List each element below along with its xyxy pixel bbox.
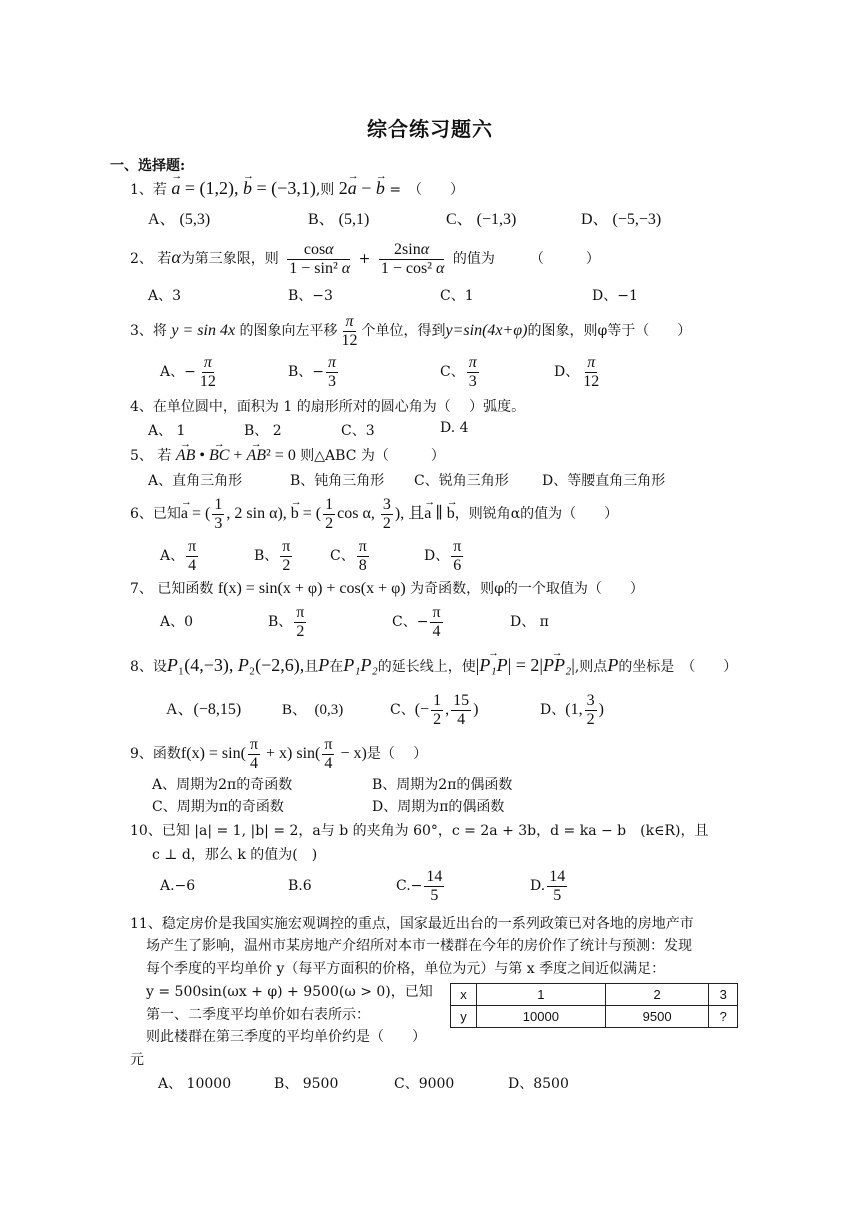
table-cell: 10000 [476,1006,605,1028]
q3-option-a-label: A、− [160,364,196,380]
q6-option-d[interactable]: D、 $\frac{\pi}{6}$ [424,537,462,574]
q6-tail: ，则锐角α的值为（ ） [454,506,619,522]
q7-function: f(x) = sin(x + φ) + cos(x + φ) [217,580,406,597]
q3-mid2: 个单位，得到 [361,323,446,339]
q3-option-d-label: D、 [554,364,580,380]
question-10-options [160,866,720,908]
q5-option-a[interactable]: A、直角三角形 [148,473,243,489]
question-6-stem [130,494,618,534]
q9-tail: 是（ ） [366,746,428,763]
table-cell: 3 [709,984,738,1006]
q3-option-c-label: C、 [440,364,465,380]
q2-option-b[interactable]: B、−3 [288,288,333,304]
q2-option-c[interactable]: C、1 [440,288,474,304]
q4-option-b[interactable]: B、 2 [244,423,282,439]
q2-option-d[interactable]: D、−1 [592,288,638,304]
q7-tail: 为奇函数，则φ的一个取值为（ ） [410,581,644,597]
q10-option-d[interactable]: D. $\frac{14}{5}$ [530,867,566,904]
q8-option-c-label: C、 [390,702,415,718]
q8-segment: P₁P₂ [343,655,378,675]
table-cell: 2 [605,984,709,1006]
q5-prefix: 5、 若 [130,448,172,464]
question-11-line4: y = 500sin(ωx + φ) + 9500(ω > 0)，已知 [146,984,433,1000]
question-1-options [148,206,708,230]
q2-fraction-1: $\frac{\cos\alpha}{\text{1 − sin² α}}$ [289,240,351,277]
q1-mid: ,则 [315,182,335,198]
question-2-options [148,285,708,305]
q5-tail: 则△ABC 为（ ） [300,448,445,464]
q11-price-table [450,983,738,1028]
q2-alpha: α [171,247,181,267]
question-9-stem [130,736,427,773]
question-9-options-row1 [152,774,712,794]
question-11-line6: 则此楼群在第三季度的平均单价约是（ ） [146,1029,426,1045]
question-2-stem: 2、 若α为第三象限，则 $\frac{\cos\alpha}{\text{1 − sin² α}}$ + $\frac{2\sin\alpha}{\text{1 − cos² α}}$ 的值为 （ ） [130,240,600,277]
q11-option-b[interactable]: B、 9500 [274,1076,339,1092]
question-3-stem [130,312,691,350]
q9-prefix: 9、函数 [130,746,181,763]
q1-option-c[interactable]: C、 (−1,3) [446,211,517,228]
q7-option-c-label: C、− [392,614,429,630]
table-row [451,984,738,1006]
q6-option-a[interactable]: A、 $\frac{\pi}{4}$ [160,537,197,574]
q8-prefix: 8、设 [130,659,167,675]
q3-function-2: y=sin(4x+φ) [445,322,528,339]
q8-mid3: 的延长线上，使 [377,659,476,675]
q4-option-c[interactable]: C、3 [341,423,375,439]
q2-fraction-2: $\frac{2\sin\alpha}{\text{1 − cos² α}}$ [380,240,445,277]
q1-option-d[interactable]: D、 (−5,−3) [581,211,662,228]
q6-option-b-label: B、 [254,548,279,564]
q10-option-b[interactable]: B.6 [288,878,312,894]
question-8-options [166,688,726,732]
q3-function: y = sin 4x [171,322,236,339]
q5-option-c[interactable]: C、锐角三角形 [414,473,509,489]
q7-option-c[interactable]: C、− $\frac{\pi}{4}$ [392,603,441,640]
question-10-line1: 10、已知 |a| = 1, |b| = 2，a与 b 的夹角为 60°，c = 2a + 3b，d = ka − b (k∈R)，且 [130,823,709,839]
q8-option-a[interactable]: A、(−8,15) [166,701,242,718]
q8-option-d[interactable]: D、(1, $\frac{3}{2}$ ) [540,691,604,728]
question-4-options [148,420,708,440]
table-cell: ? [709,1006,738,1028]
q8-tail: ,则点 [574,659,608,675]
question-3-options [160,352,720,394]
q2-option-a[interactable]: A、3 [148,288,182,304]
q10-option-d-label: D. [530,878,546,894]
q6-option-c-label: C、 [330,548,355,564]
question-1-stem [130,178,464,200]
q1-vectors: → a = (1,2), → b = (−3,1) [171,178,315,198]
q7-prefix: 7、 已知函数 [130,581,214,597]
q9-option-c[interactable]: C、周期为π的奇函数 [152,799,284,815]
q8-points: P₁(4,−3), P₂(−2,6), [166,655,305,675]
q7-option-a[interactable]: A、0 [160,614,194,630]
question-11-line3: 每个季度的平均单价 y（每平方面积的价格，单位为元）与第 x 季度之间近似满足： [146,961,666,977]
question-6-options [160,536,720,578]
q1-option-a[interactable]: A、 (5,3) [148,211,211,228]
question-7-stem [130,579,644,599]
q9-option-a[interactable]: A、周期为2π的奇函数 [152,777,293,793]
q8-option-d-label: D、 [540,702,566,718]
q8-option-b[interactable]: B、 (0,3) [282,702,344,718]
question-5-stem [130,446,445,466]
q10-option-c[interactable]: C.− $\frac{14}{5}$ [396,867,443,904]
q8-point-p-2: P [607,655,619,675]
question-4-stem: 4、在单位圆中，面积为 1 的扇形所对的圆心角为（ ）弧度。 [130,399,526,415]
q3-mid: 的图象向左平移 [239,323,338,339]
q3-option-d[interactable]: D、 $\frac{\pi}{12}$ [554,353,600,390]
q8-option-c[interactable]: C、(− $\frac{1}{2}$ , $\frac{15}{4}$ ) [390,691,479,728]
q6-option-d-label: D、 [424,548,450,564]
q4-option-d[interactable]: D. 4 [440,420,469,436]
q3-option-b-label: B、− [288,364,325,380]
q5-expression: → AB • → BC + → AB² = 0 [176,447,296,464]
question-11-line7: 元 [130,1052,144,1068]
question-7-options [160,602,720,644]
q8-point-p: P [318,655,330,675]
q8-mid: 且 [304,659,319,675]
q1-option-b[interactable]: B、 (5,1) [308,211,370,228]
q7-option-d[interactable]: D、 π [510,614,549,630]
q8-mid2: 在 [329,659,344,675]
q10-option-c-label: C.− [396,878,423,894]
q6-option-b[interactable]: B、 $\frac{\pi}{2}$ [254,537,291,574]
q9-function: f(x) = sin( $\frac{\pi}{4}$ + x) sin( $\frac{\pi}{4}$ − x) [180,736,367,772]
table-cell: x [451,984,477,1006]
q3-option-c[interactable]: C、 $\frac{\pi}{3}$ [440,353,477,390]
q7-option-b-label: B、 [268,614,293,630]
q3-shift-fraction: $\frac{\pi}{12}$ [341,312,358,349]
question-11-line1: 11、稳定房价是我国实施宏观调控的重点，国家最近出台的一系列政策已对各地的房地产市 [130,916,694,932]
question-10-line2: c ⊥ d，那么 k 的值为( ) [152,847,318,863]
q2-tail: 的值为 （ ） [452,251,600,267]
q6-option-c[interactable]: C、 $\frac{\pi}{8}$ [330,537,367,574]
q6-prefix: 6、已知 [130,506,181,522]
q11-option-a[interactable]: A、 10000 [158,1076,232,1092]
q3-option-a[interactable]: A、− $\frac{\pi}{12}$ [160,353,216,390]
q3-option-b[interactable]: B、− $\frac{\pi}{3}$ [288,353,337,390]
q9-option-d[interactable]: D、周期为π的偶函数 [372,799,505,815]
section-heading: 一、选择题: [110,158,186,174]
question-11-line5: 第一、二季度平均单价如右表所示： [146,1007,370,1023]
q5-option-d[interactable]: D、等腰直角三角形 [542,473,666,489]
q2-prefix: 2、 若 [130,251,172,267]
q6-option-a-label: A、 [160,548,185,564]
q8-condition: |→ P₁P| = 2|→ PP₂| [476,655,575,675]
table-cell: 9500 [605,1006,709,1028]
q3-prefix: 3、将 [130,323,167,339]
q3-tail: 的图象，则φ等于（ ） [527,323,692,339]
table-cell: y [451,1006,477,1028]
q10-option-a[interactable]: A.−6 [160,878,196,894]
q4-option-a[interactable]: A、 1 [148,423,186,439]
table-row [451,1006,738,1028]
q8-tail2: 的坐标是 （ ） [618,659,738,675]
question-8-stem [130,652,737,680]
q5-option-b[interactable]: B、钝角三角形 [290,473,385,489]
q6-vectors: → a = ( $\frac{1}{3}$ , 2 sin α), → b = ( $\frac{1}{2}$ cos α, $\frac{3}{2}$ ), 且→ a ∥ → b [181,505,455,522]
question-11-line2: 场产生了影响，温州市某房地产介绍所对本市一楼群在今年的房价作了统计与预测：发现 [146,938,692,954]
q7-option-b[interactable]: B、 $\frac{\pi}{2}$ [268,603,305,640]
q2-mid: 为第三象限，则 [180,251,279,267]
question-11-options [158,1073,718,1093]
question-9-options-row2 [152,796,712,816]
table-cell: 1 [476,984,605,1006]
q11-option-d[interactable]: D、8500 [508,1076,569,1092]
q9-option-b[interactable]: B、周期为2π的偶函数 [372,777,513,793]
q1-expression: 2→ a − → b [339,178,385,198]
q1-prefix: 1、若 [130,182,167,198]
page-title: 综合练习题六 [367,117,493,141]
q11-option-c[interactable]: C、9000 [394,1076,455,1092]
q1-tail: = （ ） [389,182,465,198]
